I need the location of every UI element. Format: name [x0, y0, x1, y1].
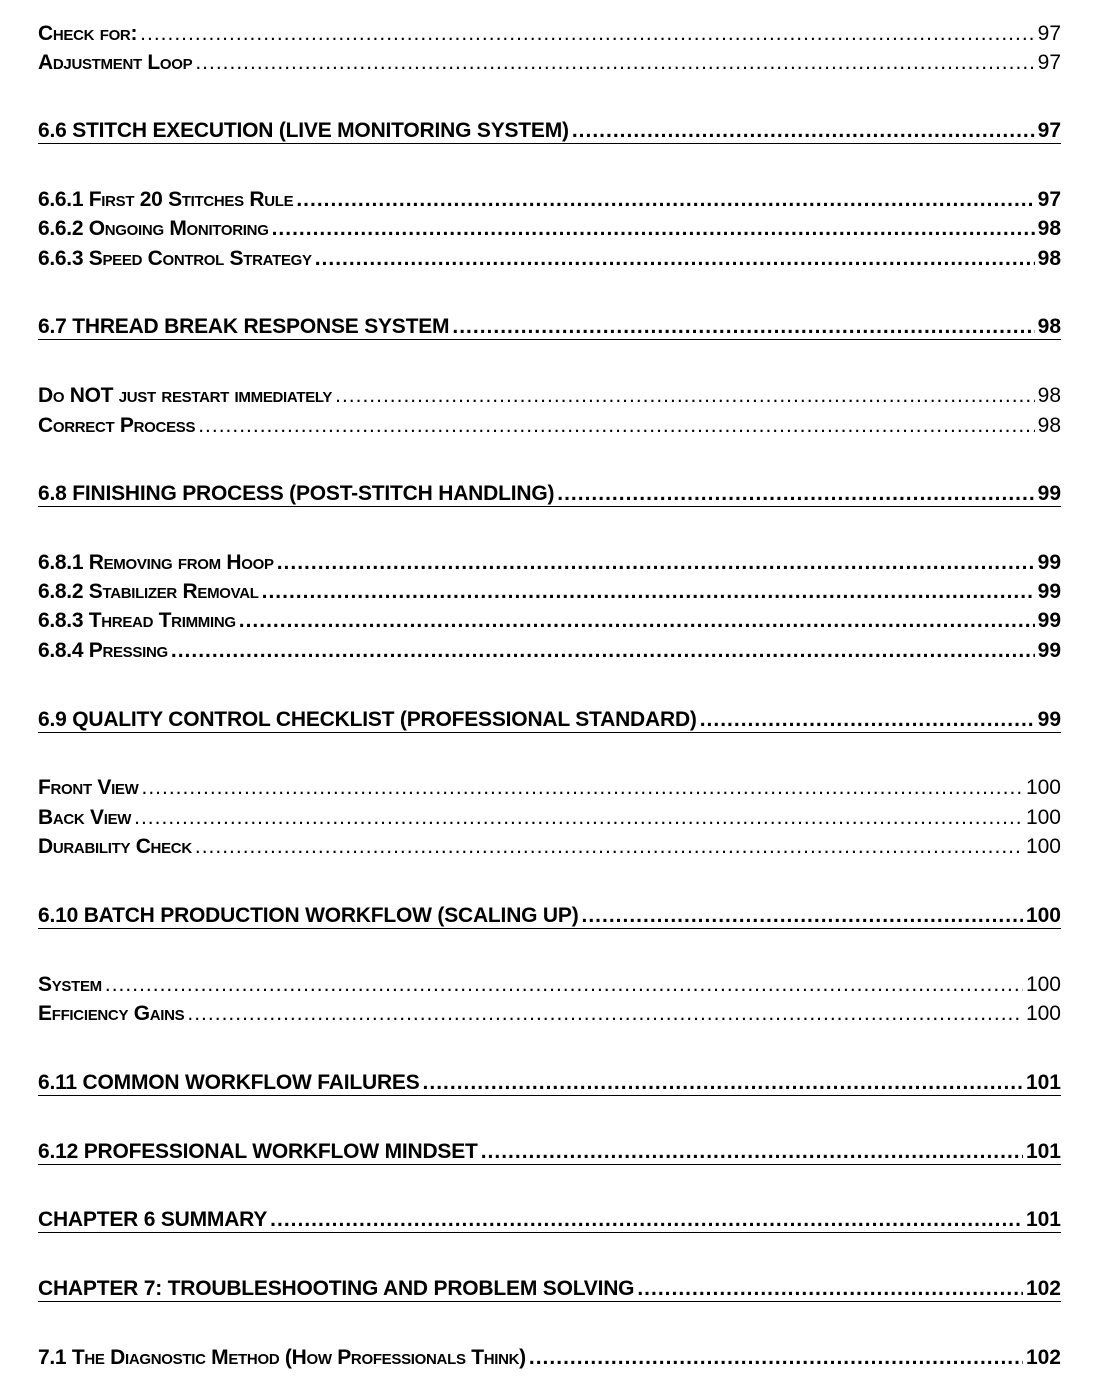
toc-entry-label: 6.11 COMMON WORKFLOW FAILURES [38, 1071, 420, 1094]
toc-entry-label: Adjustment Loop [38, 51, 193, 74]
toc-entry-do-not-restart[interactable] [38, 384, 1061, 408]
dot-leader [572, 119, 1035, 143]
toc-entry-7-1[interactable] [38, 1346, 1061, 1370]
toc-entry-label: 6.12 PROFESSIONAL WORKFLOW MINDSET [38, 1140, 478, 1163]
toc-heading-6-9[interactable] [38, 708, 1061, 733]
toc-page-number: 99 [1037, 708, 1061, 731]
toc-entry-label: 7.1 The Diagnostic Method (How Professionals Think) [38, 1346, 526, 1369]
toc-page-number: 97 [1037, 188, 1061, 211]
toc-heading-6-12[interactable] [38, 1140, 1061, 1165]
toc-page-number: 100 [1025, 806, 1061, 829]
toc-page-number: 98 [1037, 247, 1061, 270]
dot-leader [452, 315, 1034, 339]
toc-entry-label: CHAPTER 6 SUMMARY [38, 1208, 268, 1231]
toc-page-number: 102 [1025, 1346, 1061, 1369]
toc-page-number: 101 [1025, 1208, 1061, 1231]
toc-entry-label: System [38, 973, 102, 996]
dot-leader [529, 1346, 1023, 1370]
toc-page-number: 100 [1025, 904, 1061, 927]
dot-leader [700, 708, 1035, 732]
dot-leader [637, 1277, 1023, 1301]
toc-page-number: 99 [1037, 482, 1061, 505]
toc-page-number: 100 [1025, 776, 1061, 799]
dot-leader [423, 1071, 1023, 1095]
toc-entry-label: CHAPTER 7: TROUBLESHOOTING AND PROBLEM SOLVING [38, 1277, 635, 1300]
toc-page-number: 97 [1037, 51, 1061, 74]
toc-entry-label: 6.6 STITCH EXECUTION (LIVE MONITORING SYSTEM) [38, 119, 569, 142]
toc-heading-chapter-6-summary[interactable] [38, 1208, 1061, 1233]
toc-entry-label: 6.8.2 Stabilizer Removal [38, 580, 259, 603]
toc-page-number: 98 [1037, 414, 1061, 437]
dot-leader [296, 188, 1034, 212]
dot-leader [335, 384, 1035, 408]
toc-entry-label: Back View [38, 806, 132, 829]
toc-entry-label: 6.9 QUALITY CONTROL CHECKLIST (PROFESSIONAL STANDARD) [38, 708, 697, 731]
toc-entry-6-8-4[interactable] [38, 639, 1061, 663]
toc-entry-6-6-3[interactable] [38, 247, 1061, 271]
dot-leader [105, 973, 1023, 997]
toc-entry-adjustment-loop[interactable] [38, 51, 1061, 75]
toc-page-number: 98 [1037, 384, 1061, 407]
dot-leader [270, 1208, 1023, 1232]
toc-entry-back-view[interactable] [38, 806, 1061, 830]
toc-entry-label: 6.8.4 Pressing [38, 639, 168, 662]
toc-page-number: 100 [1025, 1002, 1061, 1025]
toc-entry-label: Correct Process [38, 414, 196, 437]
toc-entry-label: 6.6.2 Ongoing Monitoring [38, 217, 269, 240]
toc-page-number: 99 [1037, 551, 1061, 574]
toc-page-number: 97 [1037, 119, 1061, 142]
toc-page-number: 99 [1037, 580, 1061, 603]
toc-page-number: 99 [1037, 609, 1061, 632]
dot-leader [277, 551, 1035, 575]
toc-entry-6-8-3[interactable] [38, 609, 1061, 633]
toc-entry-6-6-1[interactable] [38, 188, 1061, 212]
toc-entry-label: Do NOT just restart immediately [38, 384, 333, 407]
dot-leader [140, 22, 1034, 46]
toc-page-number: 99 [1037, 639, 1061, 662]
toc-entry-label: 6.7 THREAD BREAK RESPONSE SYSTEM [38, 315, 450, 338]
toc-entry-label: Durability Check [38, 835, 192, 858]
dot-leader [134, 806, 1023, 830]
dot-leader [171, 639, 1035, 663]
dot-leader [195, 51, 1034, 75]
toc-page-number: 98 [1037, 315, 1061, 338]
dot-leader [187, 1002, 1023, 1026]
toc-entry-label: 6.6.3 Speed Control Strategy [38, 247, 312, 270]
toc-entry-6-6-2[interactable] [38, 217, 1061, 241]
toc-heading-6-7[interactable] [38, 315, 1061, 340]
toc-entry-front-view[interactable] [38, 776, 1061, 800]
toc-heading-6-11[interactable] [38, 1071, 1061, 1096]
toc-entry-check-for[interactable] [38, 22, 1061, 46]
toc-entry-6-8-1[interactable] [38, 551, 1061, 575]
toc-page-number: 100 [1025, 835, 1061, 858]
toc-entry-label: 6.8 FINISHING PROCESS (POST-STITCH HANDLING) [38, 482, 555, 505]
dot-leader [481, 1140, 1023, 1164]
toc-entry-label: Front View [38, 776, 139, 799]
toc-heading-6-10[interactable] [38, 904, 1061, 929]
toc-heading-6-8[interactable] [38, 482, 1061, 507]
dot-leader [195, 835, 1023, 859]
toc-heading-6-6[interactable] [38, 119, 1061, 144]
toc-entry-label: Efficiency Gains [38, 1002, 185, 1025]
toc-page-number: 97 [1037, 22, 1061, 45]
toc-heading-chapter-7[interactable] [38, 1277, 1061, 1302]
toc-entry-correct-process[interactable] [38, 414, 1061, 438]
dot-leader [142, 776, 1023, 800]
dot-leader [262, 580, 1035, 604]
toc-entry-system[interactable] [38, 973, 1061, 997]
dot-leader [557, 482, 1034, 506]
dot-leader [272, 217, 1035, 241]
toc-entry-durability-check[interactable] [38, 835, 1061, 859]
toc-entry-label: 6.10 BATCH PRODUCTION WORKFLOW (SCALING UP) [38, 904, 579, 927]
toc-entry-label: 6.8.3 Thread Trimming [38, 609, 236, 632]
dot-leader [198, 414, 1034, 438]
toc-entry-label: Check for: [38, 22, 138, 45]
toc-page-number: 98 [1037, 217, 1061, 240]
toc-page-number: 101 [1025, 1071, 1061, 1094]
toc-entry-label: 6.6.1 First 20 Stitches Rule [38, 188, 294, 211]
dot-leader [315, 247, 1035, 271]
toc-page-number: 102 [1025, 1277, 1061, 1300]
dot-leader [582, 904, 1023, 928]
toc-entry-efficiency-gains[interactable] [38, 1002, 1061, 1026]
toc-entry-6-8-2[interactable] [38, 580, 1061, 604]
toc-entry-label: 6.8.1 Removing from Hoop [38, 551, 274, 574]
dot-leader [239, 609, 1035, 633]
toc-page-number: 100 [1025, 973, 1061, 996]
toc-page-number: 101 [1025, 1140, 1061, 1163]
